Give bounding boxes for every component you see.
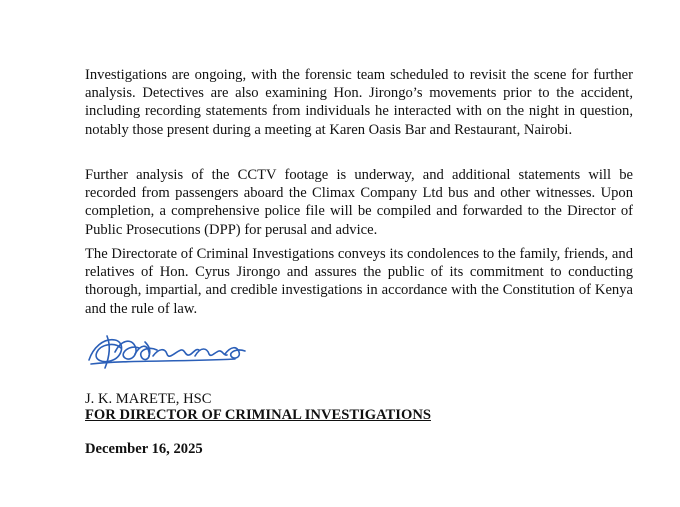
paragraph-condolences: The Directorate of Criminal Investigations conveys its condolences to the family, friends, and relatives of Hon. Cyrus Jirongo and assures the public of its commitment to conducting thorough, impartial, and credible investigations in accordance with the Constitution of Kenya and the rule of law. bbox=[85, 246, 633, 317]
handwritten-signature bbox=[85, 330, 250, 372]
paragraph-investigations-ongoing: Investigations are ongoing, with the forensic team scheduled to revisit the scene for further analysis. Detectives are also examining Hon. Jirongo’s movements prior to the accident, including recording statements from individuals he interacted with on the night in question, notably those present during a meeting at Karen Oasis Bar and Restaurant, Nairobi. bbox=[85, 67, 633, 138]
signer-role: FOR DIRECTOR OF CRIMINAL INVESTIGATIONS bbox=[85, 407, 431, 423]
document-date: December 16, 2025 bbox=[85, 441, 203, 457]
paragraph-cctv-analysis: Further analysis of the CCTV footage is underway, and additional statements will be recorded from passengers aboard the Climax Company Ltd bus and other witnesses. Upon completion, a comprehensive police file will be compiled and forwarded to the Director of Public Prosecutions (DPP) for perusal and advice. bbox=[85, 167, 633, 238]
signer-name: J. K. MARETE, HSC bbox=[85, 391, 212, 407]
